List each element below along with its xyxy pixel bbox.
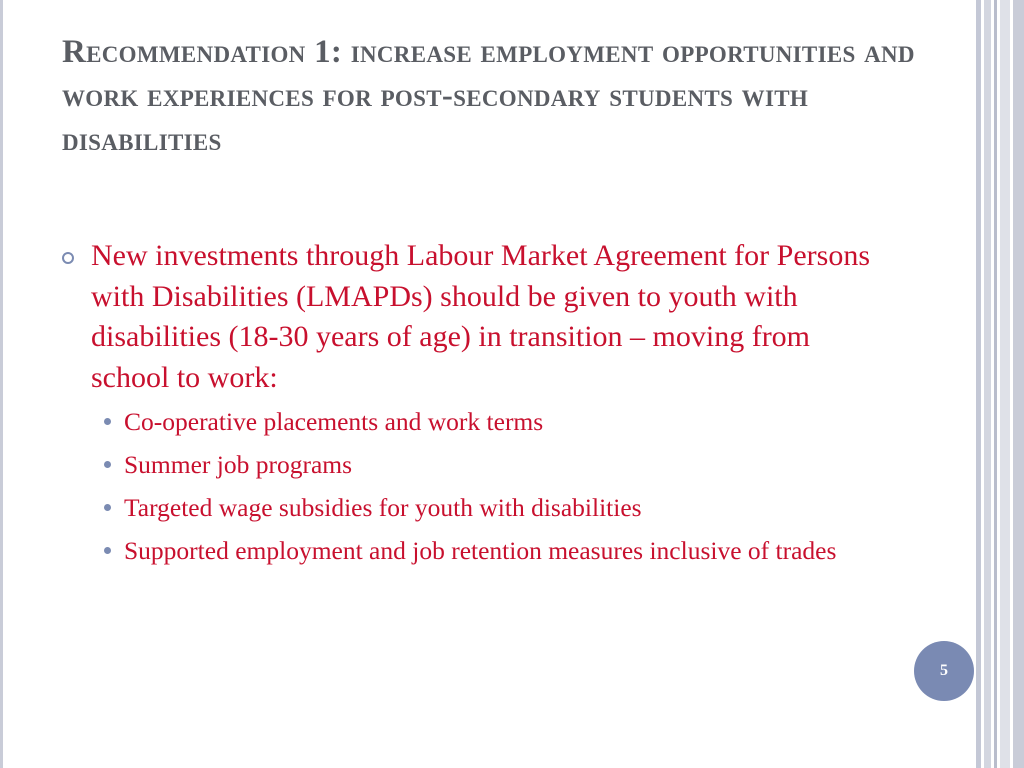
- main-bullet-item: [62, 236, 892, 398]
- right-stripe-5: [1013, 0, 1024, 768]
- sub-bullet-item: [104, 534, 892, 568]
- sub-bullet-list: [104, 405, 892, 568]
- sub-bullet-text: Summer job programs: [124, 450, 353, 479]
- dot-bullet-icon: [104, 547, 111, 554]
- sub-bullet-item: [104, 491, 892, 525]
- main-bullet-text: New investments through Labour Market Agreement for Persons with Disabilities (LMAPDs) should be given to youth with disabilities (18-30 years of age) in transition – moving from school to work:: [91, 239, 870, 394]
- sub-bullet-item: [104, 405, 892, 439]
- right-stripe-1: [976, 0, 981, 768]
- sub-bullet-text: Supported employment and job retention measures inclusive of trades: [124, 536, 837, 565]
- right-stripe-2: [984, 0, 991, 768]
- left-border-line: [0, 0, 3, 768]
- ring-bullet-icon: [62, 252, 74, 264]
- page-number-badge: [914, 641, 974, 701]
- right-stripe-3: [994, 0, 997, 768]
- sub-bullet-text: Targeted wage subsidies for youth with disabilities: [124, 493, 642, 522]
- dot-bullet-icon: [104, 504, 111, 511]
- slide-content: [62, 236, 892, 577]
- right-stripe-4: [1000, 0, 1010, 768]
- sub-bullet-text: Co-operative placements and work terms: [124, 407, 544, 436]
- dot-bullet-icon: [104, 461, 111, 468]
- sub-bullet-item: [104, 448, 892, 482]
- dot-bullet-icon: [104, 418, 111, 425]
- page-number: 5: [940, 662, 948, 679]
- slide-title: Recommendation 1: increase employment opportunities and work experiences for post-secondary students with disabilities: [62, 34, 915, 158]
